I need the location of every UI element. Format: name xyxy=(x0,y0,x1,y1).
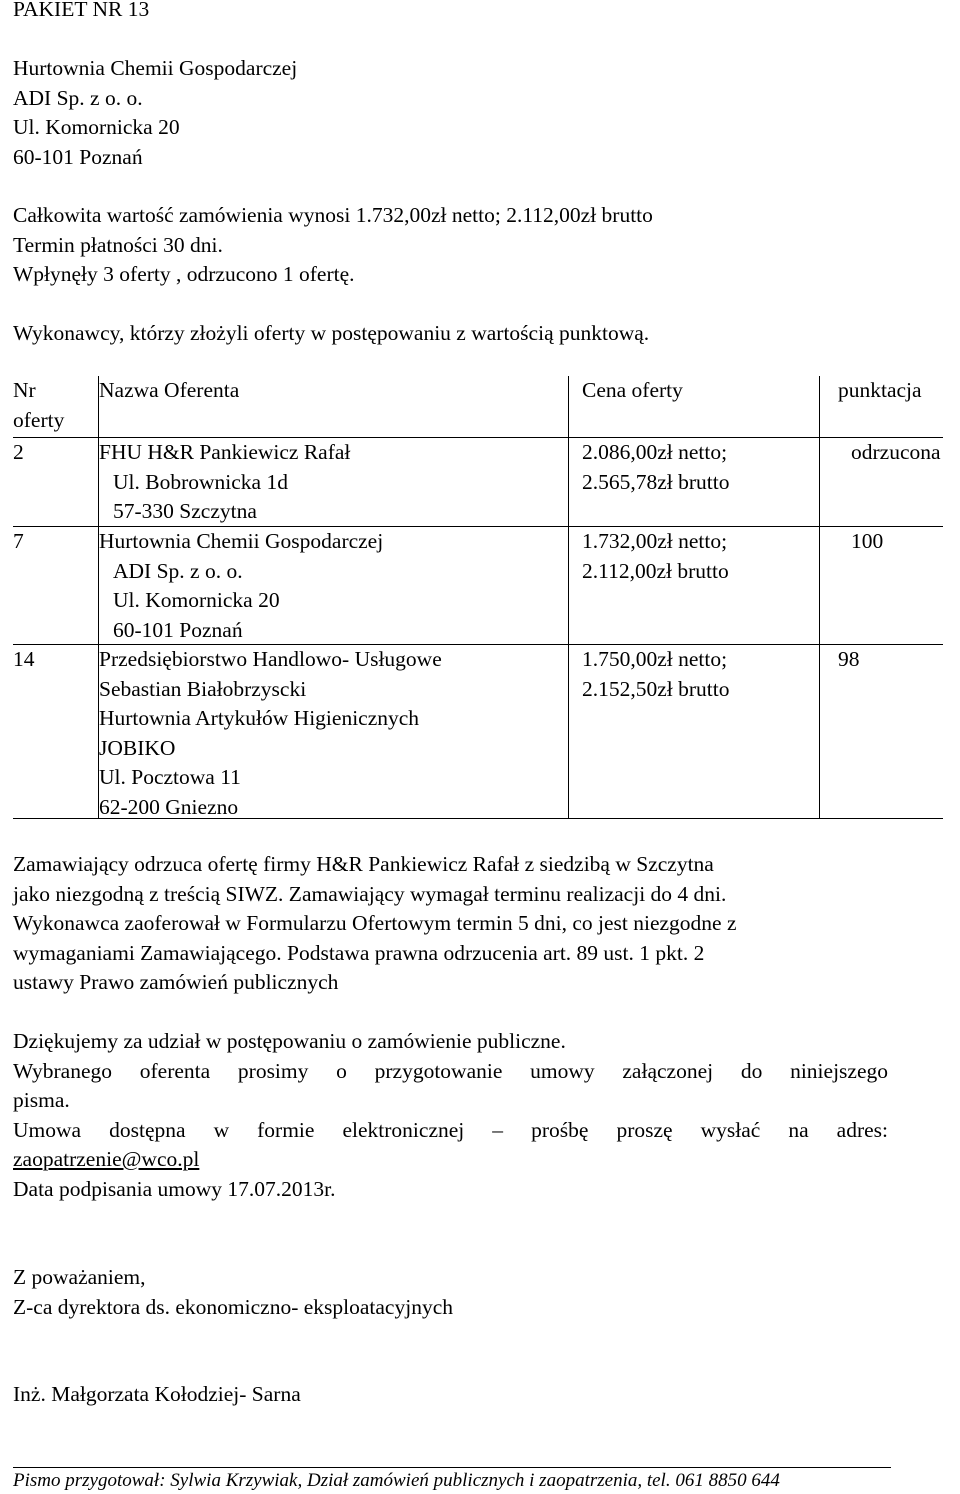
header-score-text: punktacja xyxy=(838,378,922,402)
offer-name xyxy=(99,438,350,527)
header-nr xyxy=(13,376,93,435)
offer-nr xyxy=(13,438,93,468)
position: Z-ca dyrektora ds. ekonomiczno- eksploatacyjnych xyxy=(13,1294,453,1319)
signer-name: Inż. Małgorzata Kołodziej- Sarna xyxy=(13,1382,301,1406)
header-price-text: Cena oferty xyxy=(582,378,683,402)
footer-note: Pismo przygotował: Sylwia Krzywiak, Dział zamówień publicznych i zaopatrzenia, tel. 061 8850 644 xyxy=(13,1470,780,1491)
offer-name-line: 62-200 Gniezno xyxy=(99,794,239,819)
table-intro-text: Wykonawcy, którzy złożyli oferty w postępowaniu z wartością punktową. xyxy=(13,321,650,345)
offer-name-line: Ul. Bobrownicka 1d xyxy=(113,469,288,494)
table-intro xyxy=(13,319,649,349)
offer-nr-text: 14 xyxy=(13,647,35,671)
order-summary xyxy=(13,201,653,290)
supplier-city: 60-101 Poznań xyxy=(13,144,143,169)
offer-price xyxy=(582,438,730,497)
rejection-line: Wykonawca zaoferował w Formularzu Ofertowym termin 5 dni, co jest niezgodne z xyxy=(13,911,737,935)
offer-name-line: Przedsiębiorstwo Handlowo- Usługowe xyxy=(99,647,442,671)
offer-score-text: 100 xyxy=(851,529,884,553)
payment-term: Termin płatności 30 dni. xyxy=(13,232,223,257)
header-title xyxy=(13,0,149,25)
offer-name xyxy=(99,527,383,645)
supplier-address xyxy=(13,54,297,172)
offer-nr xyxy=(13,527,93,557)
table-divider xyxy=(568,376,569,818)
greeting: Z poważaniem, xyxy=(13,1265,146,1289)
rejection-line: jako niezgodną z treścią SIWZ. Zamawiający wymagał terminu realizacji do 4 dni. xyxy=(13,881,727,906)
offer-price xyxy=(582,645,730,704)
offer-score-text: odrzucona xyxy=(851,440,941,464)
offer-name-line: JOBIKO xyxy=(99,735,176,760)
regards xyxy=(13,1263,453,1322)
offer-price-net: 2.086,00zł netto; xyxy=(582,440,728,464)
offer-score-text: 98 xyxy=(838,647,860,671)
rejection-line: Zamawiający odrzuca ofertę firmy H&R Pankiewicz Rafał z siedzibą w Szczytna xyxy=(13,852,714,876)
offer-name-line: Sebastian Białobrzyscki xyxy=(99,676,307,701)
offer-name-line: 60-101 Poznań xyxy=(113,617,243,642)
thanks-line: Dziękujemy za udział w postępowaniu o zamówienie publiczne. xyxy=(13,1029,566,1053)
offer-score xyxy=(851,438,941,468)
sign-date: Data podpisania umowy 17.07.2013r. xyxy=(13,1176,336,1201)
offer-nr-text: 7 xyxy=(13,529,24,553)
offer-name xyxy=(99,645,442,822)
offer-price-net: 1.750,00zł netto; xyxy=(582,647,728,671)
supplier-street: Ul. Komornicka 20 xyxy=(13,115,180,139)
offer-price-gross: 2.112,00zł brutto xyxy=(582,558,729,583)
request-line: Wybranego oferenta prosimy o przygotowanie umowy załączonej do niniejszego xyxy=(13,1058,888,1083)
closing-paragraph xyxy=(13,1027,888,1204)
contract-line: Umowa dostępna w formie elektronicznej – prośbę proszę wysłać na adres: xyxy=(13,1117,888,1142)
header-score xyxy=(838,376,922,406)
request-line-end: pisma. xyxy=(13,1088,70,1112)
offer-price-gross: 2.565,78zł brutto xyxy=(582,469,730,494)
header-price xyxy=(582,376,683,406)
package-title: PAKIET NR 13 xyxy=(13,0,150,21)
offer-name-line: Hurtownia Artykułów Higienicznych xyxy=(99,706,420,730)
supplier-name: Hurtownia Chemii Gospodarczej xyxy=(13,56,298,80)
offer-score xyxy=(851,527,883,557)
offer-name-line: Ul. Pocztowa 11 xyxy=(99,765,241,789)
offer-name-line: Ul. Komornicka 20 xyxy=(113,588,280,612)
offer-name-line: Hurtownia Chemii Gospodarczej xyxy=(99,529,384,553)
header-name-text: Nazwa Oferenta xyxy=(99,378,240,402)
table-divider xyxy=(819,376,820,818)
offer-price-net: 1.732,00zł netto; xyxy=(582,529,728,553)
offer-nr-text: 2 xyxy=(13,440,24,464)
email-link[interactable]: zaopatrzenie@wco.pl xyxy=(13,1147,200,1171)
offers-count: Wpłynęły 3 oferty , odrzucono 1 ofertę. xyxy=(13,262,355,286)
offer-nr xyxy=(13,645,93,675)
header-nr-line1: Nr xyxy=(13,378,36,402)
offer-score xyxy=(838,645,860,675)
rejection-paragraph xyxy=(13,850,736,998)
rejection-line: wymaganiami Zamawiającego. Podstawa prawna odrzucenia art. 89 ust. 1 pkt. 2 xyxy=(13,940,705,965)
closing-text xyxy=(13,1027,888,1204)
rejection-line: ustawy Prawo zamówień publicznych xyxy=(13,970,339,994)
offer-name-line: 57-330 Szczytna xyxy=(113,499,257,523)
signer xyxy=(13,1380,301,1410)
header-nr-line2: oferty xyxy=(13,407,65,432)
offer-price-gross: 2.152,50zł brutto xyxy=(582,676,730,701)
supplier-company: ADI Sp. z o. o. xyxy=(13,85,143,110)
offer-price xyxy=(582,527,729,586)
header-name xyxy=(99,376,239,406)
order-total: Całkowita wartość zamówienia wynosi 1.732,00zł netto; 2.112,00zł brutto xyxy=(13,203,653,227)
offer-name-line: ADI Sp. z o. o. xyxy=(113,558,243,583)
offer-name-line: FHU H&R Pankiewicz Rafał xyxy=(99,440,351,464)
